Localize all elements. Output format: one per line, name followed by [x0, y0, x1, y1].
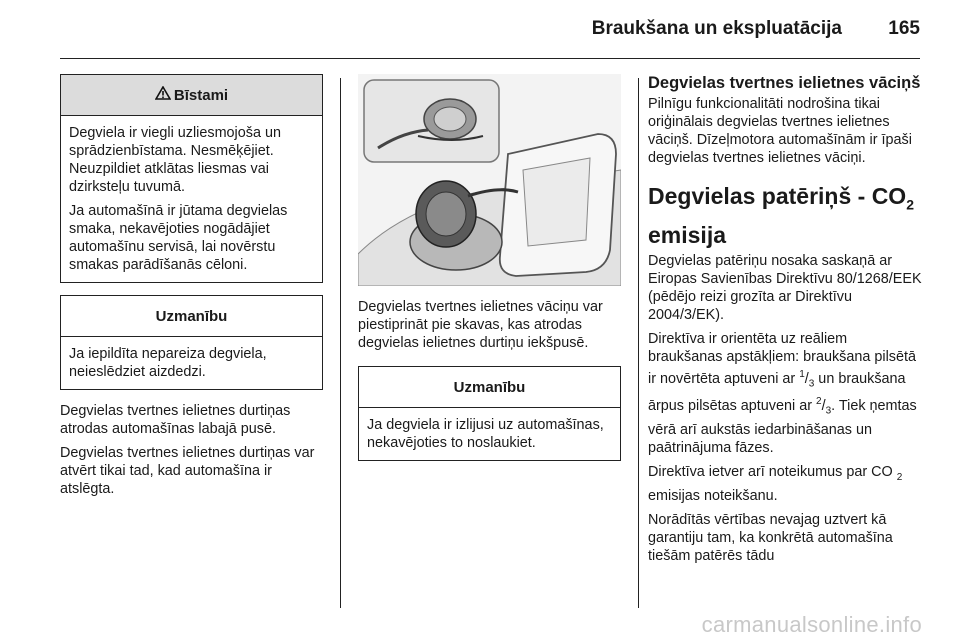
danger-text-2: Ja automašīnā ir jūtama degvielas smaka, nekavējoties nogādājiet automašīnu servisā, lai novērstu smakas parādīšanās cēloni. — [69, 203, 288, 273]
co2-text-b: emisijas noteikšanu. — [648, 487, 778, 504]
caution-text-2: Ja degviela ir izlijusi uz automašīnas, nekavējoties to noslaukiet. — [367, 417, 604, 451]
watermark: carmanualsonline.info — [701, 612, 922, 637]
fuel-cap-text: Pilnīgu funkcionalitāti nodrošina tikai oriģinālais degvielas tvertnes ielietnes vāciņš. Dīzeļmotora automašīnām ir īpaši degvielas tvertnes ielietnes vāciņi. — [648, 96, 912, 166]
danger-box-title: Bīstami — [173, 86, 229, 104]
caution-box-2 — [358, 366, 621, 461]
fraction-2-denominator: 3 — [825, 405, 832, 417]
fuel-cap-illustration — [358, 74, 621, 286]
driving-text-a: Direktīva ir orientēta uz reāliem braukšanas apstākļiem: braukšana pilsētā ir novērtēta aptuveni ar — [648, 330, 916, 387]
fuel-door-location-text: Degvielas tvertnes ielietnes durtiņas atrodas automašīnas labajā pusē. — [60, 403, 291, 437]
caution-box-1-body — [61, 337, 322, 389]
column-3 — [648, 74, 923, 571]
fuel-consumption-heading-main: Degvielas patēriņš - CO — [648, 183, 907, 209]
fuel-cap-heading: Degvielas tvertnes ielietnes vāciņš — [648, 74, 921, 92]
co2-text-a: Direktīva ietver arī noteikumus par CO — [648, 463, 897, 480]
header-title: Braukšana un ekspluatācija — [591, 18, 842, 39]
fuel-door-unlock-text: Degvielas tvertnes ielietnes durtiņas var atvērt tikai tad, kad automašīna ir atslēgta. — [60, 445, 315, 497]
directive-text: Degvielas patēriņu nosaka saskaņā ar Eiropas Savienības Direktīvu 80/1268/EEK (pēdējo reizi grozīta ar Direktīvu 2004/3/EK). — [648, 252, 922, 323]
column-divider-1 — [340, 78, 341, 608]
page-number: 165 — [888, 18, 920, 39]
fuel-consumption-heading — [648, 181, 923, 250]
danger-box-body — [61, 116, 322, 282]
fuel-consumption-heading-tail: emisija — [648, 221, 726, 248]
fraction-1-numerator: 1 — [799, 368, 805, 380]
caution-box-2-body — [359, 408, 620, 460]
caution-box-2-header: Uzmanību — [359, 367, 620, 408]
co2-text — [648, 463, 923, 505]
column-1 — [60, 74, 323, 504]
values-disclaimer-text: Norādītās vērtības nevajag uztvert kā garantiju tam, ka konkrētā automašīna tiešām patērēs tādu — [648, 511, 893, 564]
danger-text-1: Degviela ir viegli uzliesmojoša un sprādzienbīstama. Nesmēķējiet. Neuzpildiet atklātas liesmas vai dzirksteļu tuvumā. — [69, 125, 281, 195]
figure-caption: Degvielas tvertnes ielietnes vāciņu var piestiprināt pie skavas, kas atrodas degvielas ielietnes durtiņu iekšpusē. — [358, 299, 603, 351]
fraction-2-numerator: 2 — [816, 396, 822, 408]
fuel-consumption-heading-sub: 2 — [906, 196, 914, 213]
warning-triangle-icon — [155, 86, 171, 104]
co2-subscript: 2 — [896, 471, 903, 483]
column-divider-2 — [638, 78, 639, 608]
driving-text-b: un braukšana ārpus pilsētas aptuveni ar — [648, 370, 906, 415]
fraction-1-denominator: 3 — [808, 378, 815, 390]
header-rule — [60, 58, 920, 59]
caution-text-1: Ja iepildīta nepareiza degviela, neieslēdziet aizdedzi. — [69, 346, 267, 380]
caution-box-1-header: Uzmanību — [61, 296, 322, 337]
driving-conditions-text: Direktīva ir orientēta uz reāliem braukšanas apstākļiem: braukšana pilsētā ir novērtēta aptuveni ar $^1/_3$ un braukšana ārpus pilsētas aptuveni ar $^2/_3$. Tiek ņemtas vērā arī aukstās iedarbināšanas un paātrinājuma fāzes. — [648, 330, 917, 456]
danger-box-header — [61, 75, 322, 116]
column-2 — [358, 74, 621, 473]
caution-box-1 — [60, 295, 323, 390]
page-header — [0, 0, 960, 58]
driving-text-c: . Tiek ņemtas vērā arī aukstās iedarbināšanas un paātrinājuma fāzes. — [648, 398, 917, 456]
danger-box — [60, 74, 323, 283]
